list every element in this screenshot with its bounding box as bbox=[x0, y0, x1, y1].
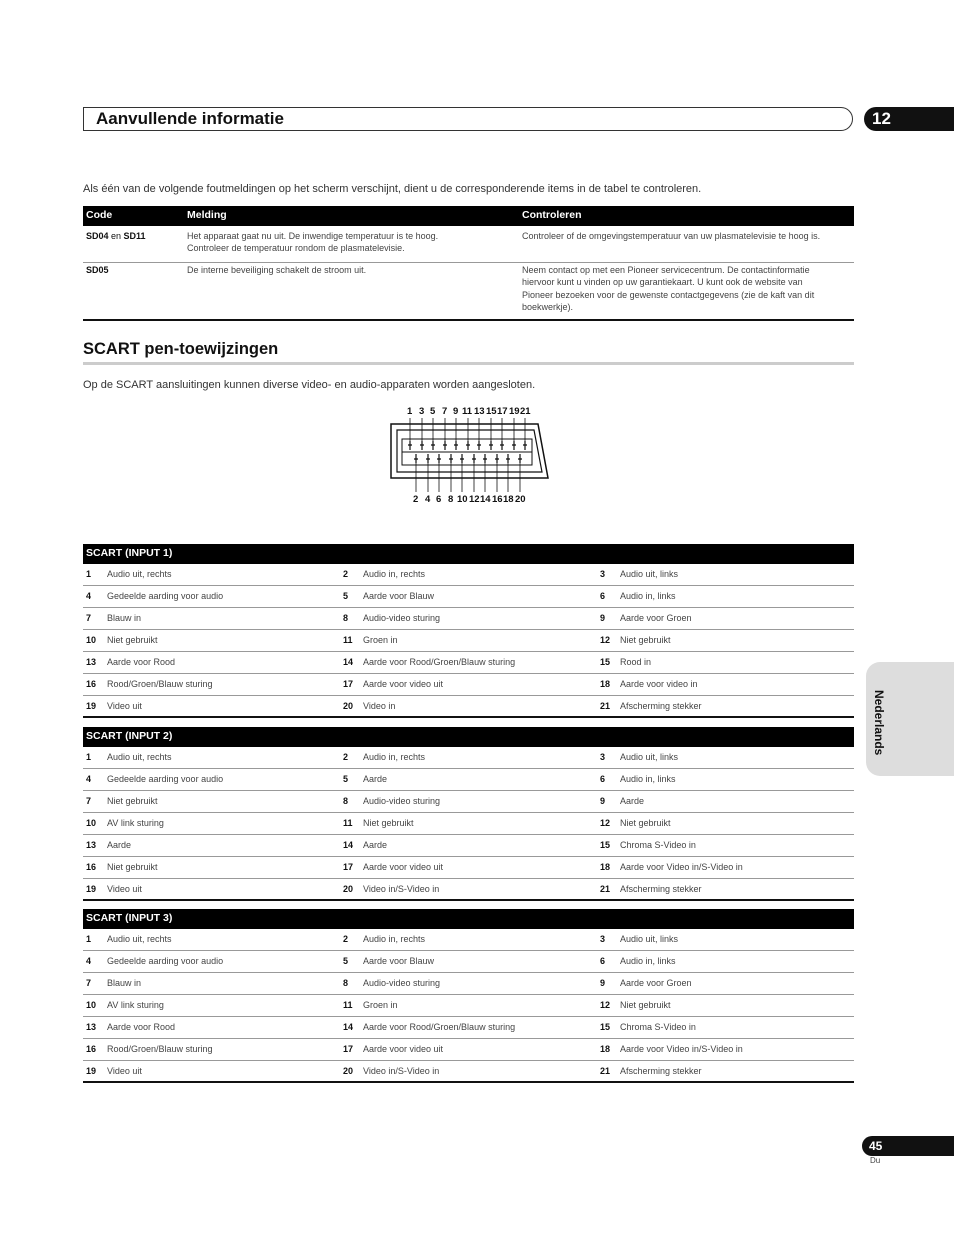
pin-function: Aarde bbox=[620, 796, 645, 806]
pin-number: 10 bbox=[86, 635, 97, 645]
intro-text: Als één van de volgende foutmeldingen op het scherm verschijnt, dient u de corresponderende items in de tabel te controleren. bbox=[83, 183, 702, 195]
pin-function: Aarde voor Rood/Groen/Blauw sturing bbox=[363, 1022, 516, 1032]
table-row bbox=[83, 857, 854, 879]
pin-function: Audio in, links bbox=[620, 774, 676, 784]
error-code-a: SD04 bbox=[86, 231, 109, 241]
pin-function: Aarde voor Video in/S-Video in bbox=[620, 862, 743, 872]
pin-number: 1 bbox=[86, 752, 92, 762]
pin-function: Aarde voor video uit bbox=[363, 1044, 444, 1054]
error-check-line: Controleer of de omgevingstemperatuur van uw plasmatelevisie te hoog is. bbox=[522, 231, 821, 241]
pin-label-top: 17 bbox=[497, 406, 508, 417]
pin-function: Aarde voor video uit bbox=[363, 679, 444, 689]
pin-function: Audio-video sturing bbox=[363, 978, 441, 988]
pin-function: Rood/Groen/Blauw sturing bbox=[107, 679, 213, 689]
pin-function: Video in/S-Video in bbox=[363, 884, 440, 894]
pin-function: Audio in, rechts bbox=[363, 569, 426, 579]
pin-number: 14 bbox=[343, 840, 354, 850]
table-row bbox=[83, 652, 854, 674]
table-row bbox=[83, 674, 854, 696]
pin-label-top: 11 bbox=[462, 406, 473, 417]
pin-number: 8 bbox=[343, 978, 349, 988]
table-row bbox=[83, 769, 854, 791]
pin-number: 13 bbox=[86, 657, 97, 667]
pin-function: Video uit bbox=[107, 701, 142, 711]
chapter-number-badge: 12 bbox=[864, 107, 954, 131]
error-table-header bbox=[83, 206, 854, 226]
section-rule bbox=[83, 362, 854, 365]
pin-label-bottom: 2 bbox=[413, 494, 419, 505]
pin-number: 15 bbox=[600, 1022, 611, 1032]
scart-table-header bbox=[83, 544, 854, 564]
pin-label-top: 9 bbox=[453, 406, 459, 417]
pin-function: AV link sturing bbox=[107, 1000, 164, 1010]
pin-number: 2 bbox=[343, 569, 349, 579]
pin-function: Aarde bbox=[363, 774, 388, 784]
pin-label-top: 1 bbox=[407, 406, 413, 417]
pin-label-top: 13 bbox=[474, 406, 485, 417]
pin-number: 12 bbox=[600, 818, 611, 828]
pin-number: 18 bbox=[600, 862, 611, 872]
pin-number: 4 bbox=[86, 956, 92, 966]
language-side-label: Nederlands bbox=[872, 690, 886, 756]
pin-number: 18 bbox=[600, 679, 611, 689]
pin-label-bottom: 8 bbox=[448, 494, 454, 505]
pin-function: Groen in bbox=[363, 635, 398, 645]
pin-label-bottom: 10 bbox=[457, 494, 468, 505]
pin-label-bottom: 4 bbox=[425, 494, 431, 505]
table-row bbox=[83, 630, 854, 652]
pin-function: Video uit bbox=[107, 1066, 142, 1076]
pin-number: 19 bbox=[86, 1066, 97, 1076]
pin-function: Afscherming stekker bbox=[620, 884, 702, 894]
pin-number: 16 bbox=[86, 862, 97, 872]
header-check: Controleren bbox=[522, 209, 582, 221]
pin-number: 3 bbox=[600, 752, 606, 762]
scart-connector-diagram bbox=[388, 418, 552, 492]
pin-number: 5 bbox=[343, 591, 349, 601]
table-row bbox=[83, 564, 854, 586]
pin-function: Audio in, rechts bbox=[363, 752, 426, 762]
pin-number: 20 bbox=[343, 1066, 354, 1076]
pin-number: 2 bbox=[343, 752, 349, 762]
pin-label-top: 7 bbox=[442, 406, 448, 417]
pin-label-bottom: 16 bbox=[492, 494, 503, 505]
pin-number: 7 bbox=[86, 796, 92, 806]
pin-number: 21 bbox=[600, 884, 611, 894]
pin-function: Niet gebruikt bbox=[620, 635, 671, 645]
pin-function: Groen in bbox=[363, 1000, 398, 1010]
error-check-line: Pioneer bezoeken voor de gewenste contactgegevens (zie de kaft van dit bbox=[522, 289, 815, 300]
pin-function: Blauw in bbox=[107, 613, 142, 623]
pin-function: Blauw in bbox=[107, 978, 142, 988]
pin-label-top: 21 bbox=[520, 406, 531, 417]
pin-label-bottom: 20 bbox=[515, 494, 526, 505]
pin-label-bottom: 12 bbox=[469, 494, 480, 505]
pin-function: Gedeelde aarding voor audio bbox=[107, 956, 224, 966]
pin-number: 3 bbox=[600, 934, 606, 944]
pin-function: Audio in, rechts bbox=[363, 934, 426, 944]
pin-function: Niet gebruikt bbox=[363, 818, 414, 828]
pin-number: 6 bbox=[600, 591, 606, 601]
table-row bbox=[83, 951, 854, 973]
pin-function: Chroma S-Video in bbox=[620, 1022, 696, 1032]
error-message-line: Controleer de temperatuur rondom de plasmatelevisie. bbox=[187, 243, 405, 254]
pin-number: 20 bbox=[343, 884, 354, 894]
table-row bbox=[83, 879, 854, 901]
pin-function: Niet gebruikt bbox=[620, 818, 671, 828]
pin-number: 11 bbox=[343, 1000, 353, 1010]
pin-function: Afscherming stekker bbox=[620, 1066, 702, 1076]
pin-function: Aarde bbox=[363, 840, 388, 850]
scart-table-title: SCART (INPUT 3) bbox=[86, 912, 173, 924]
pin-number: 3 bbox=[600, 569, 606, 579]
pin-number: 20 bbox=[343, 701, 354, 711]
pin-function: Audio-video sturing bbox=[363, 796, 441, 806]
error-code-b: SD11 bbox=[123, 231, 146, 241]
table-row bbox=[83, 696, 854, 718]
pin-number: 21 bbox=[600, 701, 611, 711]
table-row bbox=[83, 835, 854, 857]
pin-number: 4 bbox=[86, 591, 92, 601]
pin-function: Video in/S-Video in bbox=[363, 1066, 440, 1076]
pin-function: Rood in bbox=[620, 657, 652, 667]
pin-number: 5 bbox=[343, 774, 349, 784]
error-check-line: boekwerkje). bbox=[522, 301, 574, 312]
pin-number: 18 bbox=[600, 1044, 611, 1054]
table-row bbox=[83, 929, 854, 951]
pin-label-top: 19 bbox=[509, 406, 520, 417]
scart-table-header bbox=[83, 727, 854, 747]
pin-function: AV link sturing bbox=[107, 818, 164, 828]
pin-function: Afscherming stekker bbox=[620, 701, 702, 711]
pin-function: Aarde voor Groen bbox=[620, 613, 692, 623]
table-row bbox=[83, 1039, 854, 1061]
pin-number: 16 bbox=[86, 679, 97, 689]
pin-function: Audio uit, links bbox=[620, 569, 679, 579]
pin-number: 4 bbox=[86, 774, 92, 784]
error-code-a: SD05 bbox=[86, 265, 109, 275]
pin-function: Audio uit, rechts bbox=[107, 569, 172, 579]
section-text: Op de SCART aansluitingen kunnen diverse video- en audio-apparaten worden aangesloten. bbox=[83, 379, 536, 391]
pin-function: Aarde voor video uit bbox=[363, 862, 444, 872]
pin-label-top: 15 bbox=[486, 406, 497, 417]
pin-number: 16 bbox=[86, 1044, 97, 1054]
error-message bbox=[187, 230, 438, 255]
pin-function: Audio in, links bbox=[620, 956, 676, 966]
pin-function: Niet gebruikt bbox=[107, 796, 158, 806]
pin-number: 8 bbox=[343, 796, 349, 806]
error-check-line: Neem contact op met een Pioneer servicecentrum. De contactinformatie bbox=[522, 265, 810, 275]
table-row bbox=[83, 608, 854, 630]
table-row bbox=[83, 813, 854, 835]
pin-function: Aarde voor Groen bbox=[620, 978, 692, 988]
pin-number: 17 bbox=[343, 1044, 354, 1054]
table-row bbox=[83, 586, 854, 608]
pin-number: 14 bbox=[343, 1022, 354, 1032]
pin-function: Gedeelde aarding voor audio bbox=[107, 774, 224, 784]
pin-number: 17 bbox=[343, 679, 354, 689]
pin-number: 12 bbox=[600, 635, 611, 645]
pin-number: 6 bbox=[600, 956, 606, 966]
pin-function: Aarde voor Rood bbox=[107, 657, 176, 667]
pin-label-top: 5 bbox=[430, 406, 436, 417]
pin-number: 19 bbox=[86, 884, 97, 894]
pin-function: Niet gebruikt bbox=[107, 862, 158, 872]
section-title: SCART pen-toewijzingen bbox=[83, 340, 279, 358]
scart-bottom-pins bbox=[414, 454, 522, 463]
error-check-line: hiervoor kunt u vinden op uw garantiekaart. U kunt ook de website van bbox=[522, 277, 803, 288]
table-bottom-rule bbox=[83, 319, 854, 321]
pin-number: 7 bbox=[86, 613, 92, 623]
table-row bbox=[83, 995, 854, 1017]
error-check bbox=[522, 264, 814, 313]
pin-number: 13 bbox=[86, 840, 97, 850]
pin-number: 10 bbox=[86, 818, 97, 828]
pin-label-bottom: 14 bbox=[480, 494, 491, 505]
header-code: Code bbox=[86, 209, 113, 221]
header-message: Melding bbox=[187, 209, 227, 221]
pin-number: 10 bbox=[86, 1000, 97, 1010]
scart-table-title: SCART (INPUT 2) bbox=[86, 730, 173, 742]
pin-number: 5 bbox=[343, 956, 349, 966]
pin-number: 11 bbox=[343, 818, 353, 828]
error-code bbox=[86, 231, 146, 241]
pin-number: 14 bbox=[343, 657, 354, 667]
pin-function: Chroma S-Video in bbox=[620, 840, 696, 850]
table-row bbox=[83, 747, 854, 769]
pin-function: Rood/Groen/Blauw sturing bbox=[107, 1044, 213, 1054]
scart-top-pins bbox=[408, 441, 527, 450]
pin-number: 2 bbox=[343, 934, 349, 944]
row-divider bbox=[83, 262, 854, 263]
pin-function: Aarde voor Blauw bbox=[363, 591, 435, 601]
pin-function: Aarde bbox=[107, 840, 132, 850]
pin-function: Audio uit, links bbox=[620, 934, 679, 944]
pin-number: 9 bbox=[600, 978, 606, 988]
pin-label-bottom: 18 bbox=[503, 494, 514, 505]
scart-table-header bbox=[83, 909, 854, 929]
pin-function: Niet gebruikt bbox=[620, 1000, 671, 1010]
table-row bbox=[83, 1017, 854, 1039]
pin-label-top: 3 bbox=[419, 406, 425, 417]
scart-table-title: SCART (INPUT 1) bbox=[86, 547, 173, 559]
table-row bbox=[83, 791, 854, 813]
pin-function: Audio uit, rechts bbox=[107, 934, 172, 944]
pin-number: 17 bbox=[343, 862, 354, 872]
pin-function: Video in bbox=[363, 701, 396, 711]
pin-number: 1 bbox=[86, 934, 92, 944]
pin-label-bottom: 6 bbox=[436, 494, 442, 505]
pin-number: 19 bbox=[86, 701, 97, 711]
pin-number: 8 bbox=[343, 613, 349, 623]
pin-function: Video uit bbox=[107, 884, 142, 894]
pin-function: Audio-video sturing bbox=[363, 613, 441, 623]
table-row bbox=[83, 973, 854, 995]
chapter-title: Aanvullende informatie bbox=[96, 109, 284, 128]
scart-outer-shell bbox=[391, 424, 548, 478]
error-code-joiner: en bbox=[108, 231, 124, 241]
pin-number: 15 bbox=[600, 840, 611, 850]
pin-function: Audio uit, links bbox=[620, 752, 679, 762]
pin-function: Aarde voor Rood/Groen/Blauw sturing bbox=[363, 657, 516, 667]
pin-function: Aarde voor video in bbox=[620, 679, 698, 689]
pin-function: Aarde voor Video in/S-Video in bbox=[620, 1044, 743, 1054]
pin-number: 6 bbox=[600, 774, 606, 784]
pin-function: Aarde voor Blauw bbox=[363, 956, 435, 966]
pin-function: Gedeelde aarding voor audio bbox=[107, 591, 224, 601]
pin-number: 9 bbox=[600, 796, 606, 806]
pin-number: 12 bbox=[600, 1000, 611, 1010]
pin-number: 21 bbox=[600, 1066, 611, 1076]
error-check bbox=[522, 230, 820, 242]
error-code bbox=[86, 265, 109, 275]
pin-number: 11 bbox=[343, 635, 353, 645]
pin-number: 13 bbox=[86, 1022, 97, 1032]
page-language-code: Du bbox=[870, 1156, 881, 1165]
pin-function: Audio in, links bbox=[620, 591, 676, 601]
pin-function: Audio uit, rechts bbox=[107, 752, 172, 762]
error-message-line: De interne beveiliging schakelt de stroom uit. bbox=[187, 265, 367, 275]
pin-number: 7 bbox=[86, 978, 92, 988]
pin-function: Niet gebruikt bbox=[107, 635, 158, 645]
error-message bbox=[187, 264, 366, 276]
pin-number: 9 bbox=[600, 613, 606, 623]
pin-number: 15 bbox=[600, 657, 611, 667]
pin-number: 1 bbox=[86, 569, 92, 579]
error-message-line: Het apparaat gaat nu uit. De inwendige temperatuur is te hoog. bbox=[187, 231, 439, 241]
table-row bbox=[83, 1061, 854, 1083]
page-number: 45 bbox=[862, 1136, 954, 1156]
pin-function: Aarde voor Rood bbox=[107, 1022, 176, 1032]
